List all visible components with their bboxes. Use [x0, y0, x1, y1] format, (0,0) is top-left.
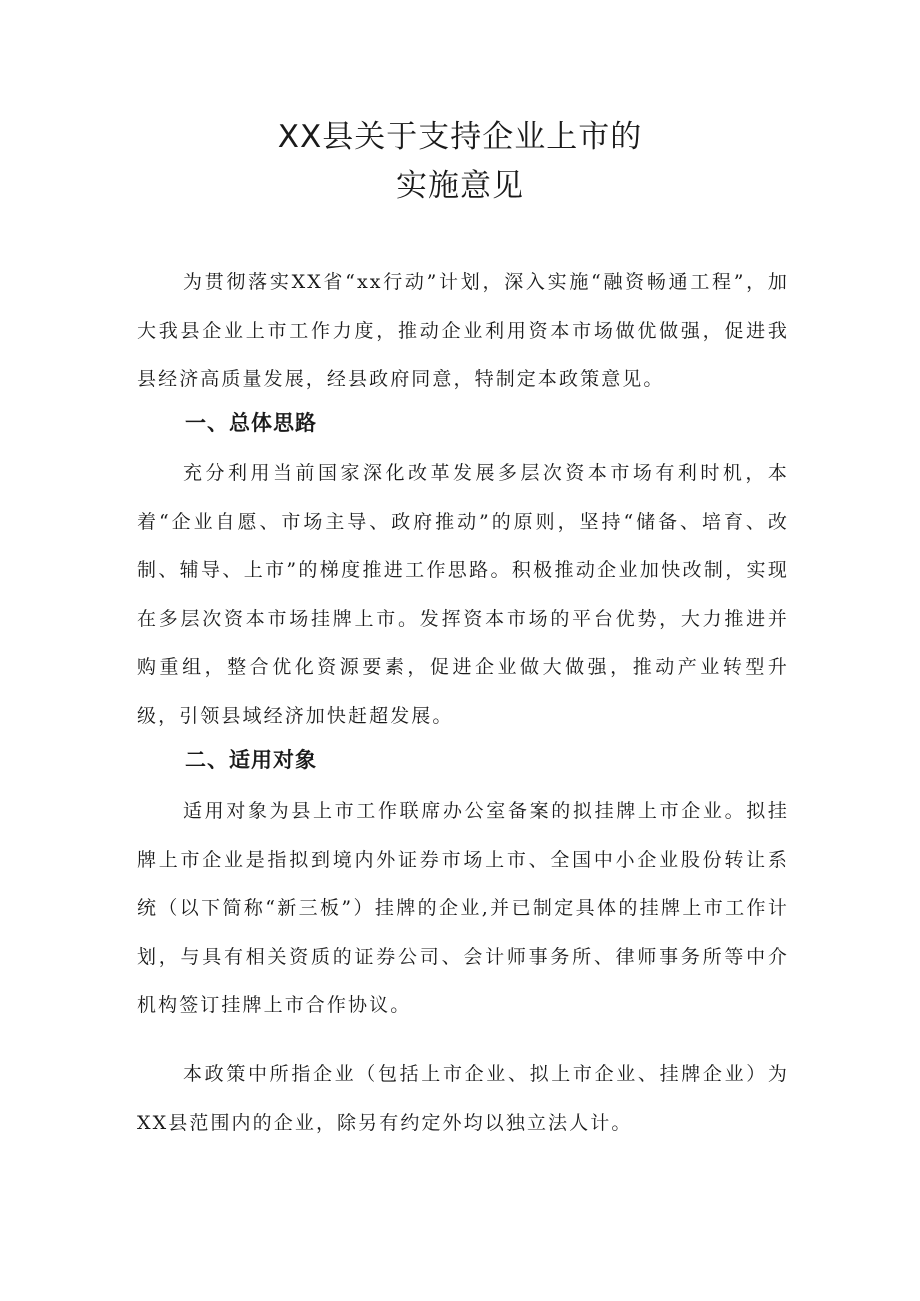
- scope-note-paragraph: 本政策中所指企业（包括上市企业、拟上市企业、挂牌企业）为XX县范围内的企业，除另有约定外均以独立法人计。: [137, 1063, 789, 1134]
- intro-paragraph: 为贯彻落实XX省“xx行动”计划，深入实施“融资畅通工程”，加大我县企业上市工作力度，推动企业利用资本市场做优做强，促进我县经济高质量发展，经县政府同意，特制定本政策意见。: [137, 271, 789, 390]
- section-heading-applicable-objects: 二、适用对象: [185, 748, 317, 772]
- document-title-line1: XX县关于支持企业上市的: [277, 119, 643, 155]
- section-body-applicable-objects: 适用对象为县上市工作联席办公室备案的拟挂牌上市企业。拟挂牌上市企业是指拟到境内外证券市场上市、全国中小企业股份转让系统（以下简称“新三板”）挂牌的企业,并已制定具体的挂牌上市工作计划，与具有相关资质的证券公司、会计师事务所、律师事务所等中介机构签订挂牌上市合作协议。: [137, 800, 789, 1016]
- document-title-line2: 实施意见: [396, 168, 524, 204]
- section-body-overall-approach: 充分利用当前国家深化改革发展多层次资本市场有利时机，本着“企业自愿、市场主导、政府推动”的原则，坚持“储备、培育、改制、辅导、上市”的梯度推进工作思路。积极推动企业加快改制，实现在多层次资本市场挂牌上市。发挥资本市场的平台优势，大力推进并购重组，整合优化资源要素，促进企业做大做强，推动产业转型升级，引领县域经济加快赶超发展。: [137, 462, 789, 727]
- section-heading-overall-approach: 一、总体思路: [185, 411, 317, 435]
